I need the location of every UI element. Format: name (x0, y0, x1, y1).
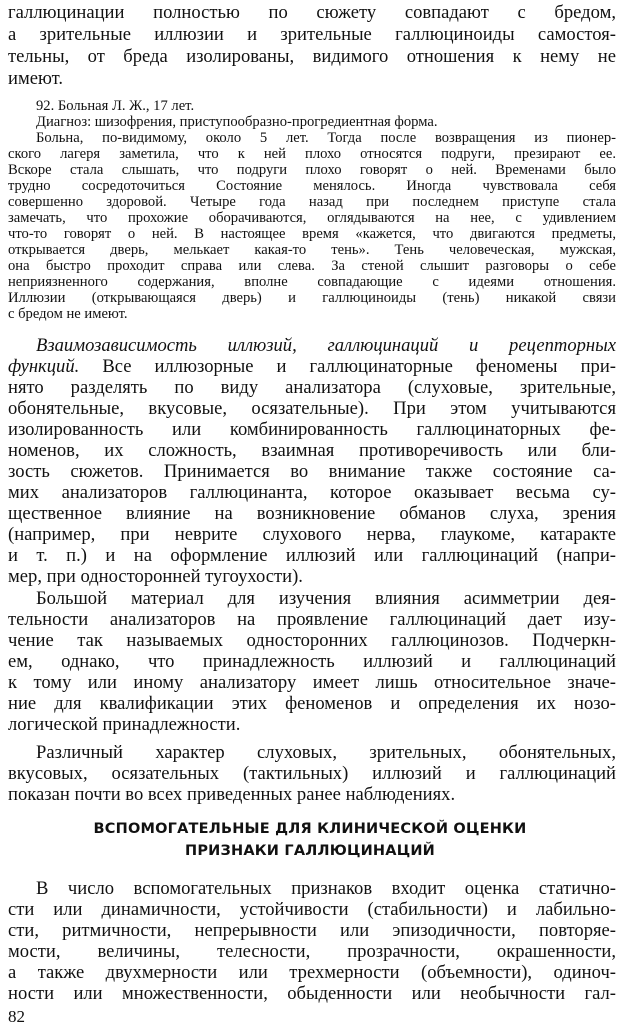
case-header: 92. Больная Л. Ж., 17 лет. (36, 98, 195, 114)
case-text-line: совершенно здоровой. Четыре года назад при последнем приступе стала (8, 194, 616, 210)
case-text-line: она быстро проходит справа или слева. За стеной слышит разговоры о себе (8, 258, 616, 274)
case-text-line: трудно сосредоточиться Состояние менялось. Иногда чувствовала себя (8, 178, 616, 194)
text-line: галлюцинации полностью по сюжету совпадают с бредом, (8, 2, 616, 23)
section-heading-line1: ВСПОМОГАТЕЛЬНЫЕ ДЛЯ КЛИНИЧЕСКОЙ ОЦЕНКИ (93, 821, 527, 837)
text-line: сти, ритмичности, непрерывности или эпизодичности, повторяе- (8, 920, 616, 941)
case-text-line: неприязненного содержания, вполне совпадающие с идеями отношения. (8, 274, 616, 290)
text-line: В число вспомогательных признаков входит оценка статично- (36, 878, 616, 899)
text-line: тельны, от бреда изолированы, видимого отношения к нему не (8, 46, 616, 67)
text-line: ние для квалификации этих феноменов и определения их нозо- (8, 693, 616, 714)
text-line: ности или множественности, обыденности или необычности гал- (8, 983, 616, 1004)
text-line: и т. п.) и на оформление иллюзий или галлюцинаций (напри- (8, 545, 616, 566)
text-line: чение так называемых односторонних галлюцинозов. Подчеркн- (8, 630, 616, 651)
case-diagnosis: Диагноз: шизофрения, приступообразно-прогредиентная форма. (36, 114, 438, 130)
section-title-line: Взаимозависимость иллюзий, галлюцинаций и рецепторных (36, 335, 616, 356)
text-line: номенов, их сложность, взаимная противоречивость или бли- (8, 440, 616, 461)
text-line: мер, при односторонней тугоухости). (8, 566, 303, 587)
text-line: а также двухмерности или трехмерности (объемности), одиноч- (8, 962, 616, 983)
section-heading-line2: ПРИЗНАКИ ГАЛЛЮЦИНАЦИЙ (184, 843, 436, 859)
text-line: обонятельные, вкусовые, осязательные). При этом учитываются (8, 398, 616, 419)
text-line: к тому или иному анализатору имеет лишь относительное значе- (8, 672, 616, 693)
text-line: ем, однако, что принадлежность иллюзий и галлюцинаций (8, 651, 616, 672)
text-line: Различный характер слуховых, зрительных, обонятельных, (36, 742, 616, 763)
text-line: щественное влияние на возникновение обманов слуха, зрения (8, 503, 616, 524)
text-line: логической принадлежности. (8, 714, 241, 735)
case-text-line: замечать, что прохожие оборачиваются, оглядываются на нее, с удивлением (8, 210, 616, 226)
text-line: мости, величины, телесности, прозрачности, окрашенности, (8, 941, 616, 962)
text-line: зость сюжетов. Принимается во внимание также состояние са- (8, 461, 616, 482)
text-line: вкусовых, осязательных (тактильных) иллюзий и галлюцинаций (8, 763, 616, 784)
section-title-end: функций. (8, 356, 80, 377)
case-text-line: что-то говорят о ней. В настоящее время «кажется, что двигаются предметы, (8, 226, 616, 242)
case-text-line: ского лагеря заметила, что к ней плохо относятся подруги, презирают ее. (8, 146, 616, 162)
text-line: сти или динамичности, устойчивости (стабильности) и лабильно- (8, 899, 616, 920)
case-text-line: с бредом не имеют. (8, 306, 128, 322)
text-line: (например, при неврите слухового нерва, глаукоме, катаракте (8, 524, 616, 545)
text-line: а зрительные иллюзии и зрительные галлюциноиды самостоя- (8, 24, 616, 45)
text-line (8, 356, 616, 377)
text-line: показан почти во всех приведенных ранее наблюдениях. (8, 784, 456, 805)
text-line: изолированность или комбинированность галлюцинаторных фе- (8, 419, 616, 440)
case-text-line: Иллюзии (открывающаяся дверь) и галлюциноиды (тень) никакой связи (8, 290, 616, 306)
text-span: Все иллюзорные и галлюцинаторные феномены при- (79, 356, 616, 377)
case-text-line: Вскоре стала слышать, что подруги плохо говорят о ней. Временами было (8, 162, 616, 178)
text-line: тельности анализаторов на проявление галлюцинаций дает изу- (8, 609, 616, 630)
case-text-line: открывается дверь, мелькает какая-то тень». Тень человеческая, мужская, (8, 242, 616, 258)
text-line: нято разделять по виду анализатора (слуховые, зрительные, (8, 377, 616, 398)
page-number: 82 (8, 1007, 25, 1026)
text-line: Большой материал для изучения влияния асимметрии дея- (36, 588, 616, 609)
text-line: имеют. (8, 68, 63, 89)
case-text-line: Больна, по-видимому, около 5 лет. Тогда после возвращения из пионер- (36, 130, 616, 146)
text-line: мих анализаторов галлюцинанта, которое оказывает весьма су- (8, 482, 616, 503)
